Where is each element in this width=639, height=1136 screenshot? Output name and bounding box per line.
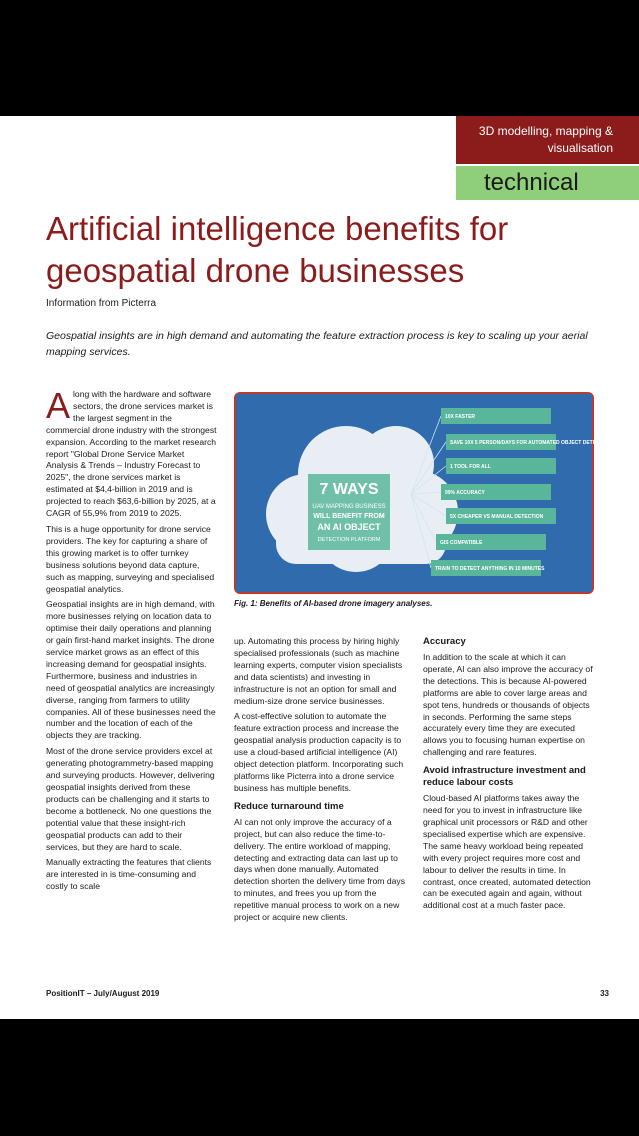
column-2 [234,636,407,928]
cloud-subtitle-3: AN AI OBJECT [317,522,381,532]
benefit-label: 10X FASTER [445,414,476,420]
footer-publication: PositionIT – July/August 2019 [46,989,160,998]
column-3 [423,636,593,916]
paragraph: A cost-effective solution to automate the feature extraction process and increase the geospatial analysis production capacity is to use a cloud-based artificial intelligence (AI) object detection platform. Incorporating such platforms like Picterra into a drone service business has multiple benefits. [234,711,404,793]
cloud-subtitle-2: WILL BENEFIT FROM [313,513,385,520]
paragraph: Along with the hardware and software sectors, the drone services market is the largest segment in the commercial drone industry with the strongest expansion. According to the market research report "Global Drone Service Market Analysis & Trends – Industry Forecast to 2025", the drone services market is estimated at $4,4-billion in 2019 and is projected to reach $63,6-billion by 2025, at a CAGR of 55,9% from 2019 to 2025. [46,385,217,519]
cloud-title: 7 WAYS [319,481,379,498]
figure-caption: Fig. 1: Benefits of AI-based drone imagery analyses. [234,599,433,608]
section-tag-line1: 3D modelling, mapping & [478,124,613,138]
subheading: Reduce turnaround time [234,800,344,812]
benefit-label: 5X CHEAPER VS MANUAL DETECTION [450,514,544,520]
paragraph: AI can not only improve the accuracy of a project, but can also reduce the time-to-delivery. The entire workload of mapping, detecting and extracting data can last up to days when done manually. Automated detection shorten the delivery time from days to minutes, and frees you up from the repetitive manual process to work on a new project or acquire new clients. [234,816,406,923]
paragraph: Geospatial insights are in high demand, with more businesses relying on location data to optimise their daily operations and planning or gain first-hand market insights. The drone service market grows as an effect of this increasing demand for geospatial insights. Furthermore, business and industries in need of geospatial analytics are increasingly diverse, ranging from farmers to utility companies. All of these businesses need the number and the location of each of the objects they are tracking. [46,599,216,741]
paragraph: Most of the drone service providers excel at generating photogrammetry-based mapping and surveying products. However, delivering geospatial insights derived from these products can be challenging and it starts to become a bottleneck. No one questions the potential value that these insight-rich geospatial products can add to their services, but they are hard to scale. [46,746,215,852]
paragraph: This is a huge opportunity for drone service providers. The key for capturing a share of this growing market is to offer turnkey business solutions beyond data capture, such as mapping, surveying and specialised geospatial analytics. [46,523,215,594]
magazine-page [0,116,639,1019]
byline: Information from Picterra [46,298,157,309]
drop-cap: A [46,385,71,426]
intro-text: Geospatial insights are in high demand and automating the feature extraction process is key to scaling up your aerial mapping services. [46,330,588,358]
benefit-label: GIS COMPATIBLE [440,540,483,546]
paragraph: In addition to the scale at which it can operate, AI can also improve the accuracy of the detections. This is because AI-powered platforms are able to cover large areas and spot tens, hundreds or thousands of objects in seconds. Performing the same steps accurately every time they are executed allows you to focusing human expertise on challenging and rare features. [423,652,593,758]
cloud-subtitle-1: UAV MAPPING BUSINESS [312,504,386,510]
paragraph: Cloud-based AI platforms takes away the need for you to invest in infrastructure like graphical unit processors or R&D and other specialised expertise which are expensive. The same heavy workload being repeated with every project requires more cost and labour to deliver the results in time. In contrast, once created, automated detection can be executed again and again, without additional cost at a much faster pace. [423,793,591,911]
section-tag [456,116,639,164]
paragraph: up. Automating this process by hiring highly specialised professionals (such as machine learning experts, computer vision specialists and data scientists) and investing in infrastructure is not an option for small and medium-size drone service businesses. [234,636,403,706]
infographic-svg [236,394,612,592]
page-number: 33 [600,989,609,998]
paragraph: Manually extracting the features that clients are interested in is time-consuming and costly to scale [46,857,212,892]
cloud-subtitle-4: DETECTION PLATFORM [317,537,381,543]
subheading: Accuracy [423,636,466,647]
benefit-label: 1 TOOL FOR ALL [450,464,491,470]
benefit-label: TRAIN TO DETECT ANYTHING IN 10 MINUTES [435,566,545,572]
category-tag: technical [456,166,639,200]
column-1 [46,385,218,897]
benefit-label: 99% ACCURACY [445,490,485,496]
section-tag-line2: visualisation [547,141,613,155]
subheading: Avoid infrastructure investment and reduce labour costs [423,765,586,789]
infographic-figure [234,392,612,594]
benefit-label: SAVE 10X 5 PERSON/DAYS FOR AUTOMATED OBJECT DETECTION [450,440,612,446]
article-title: Artificial intelligence benefits for geospatial drone businesses [46,210,509,289]
